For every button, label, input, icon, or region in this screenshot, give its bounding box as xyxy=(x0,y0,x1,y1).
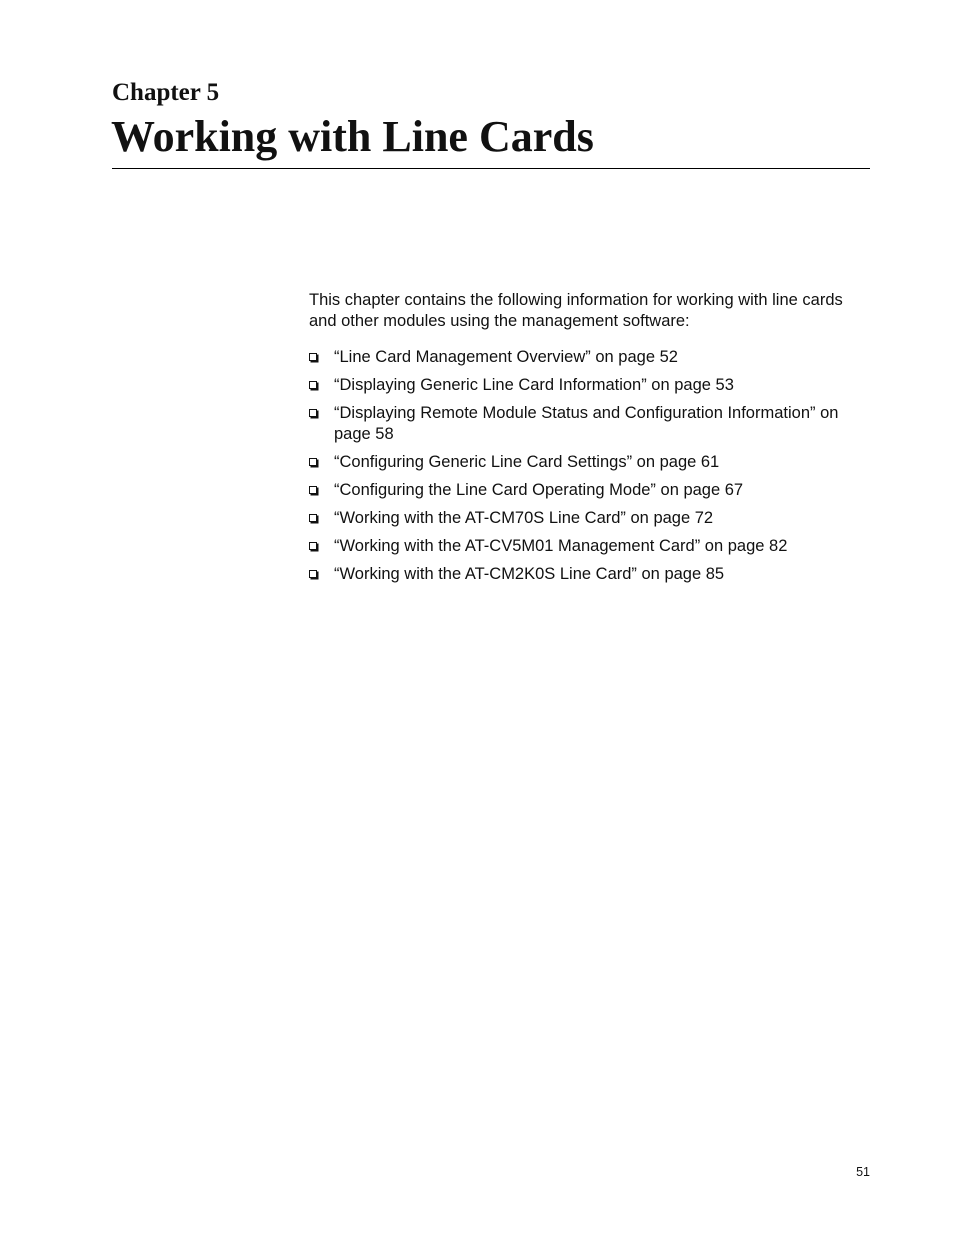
list-item xyxy=(309,403,874,444)
toc-link-at-cm70s-line-card[interactable]: “Working with the AT-CM70S Line Card” on page 72 xyxy=(334,508,714,527)
checkbox-bullet-icon xyxy=(309,353,317,361)
checkbox-bullet-icon xyxy=(309,570,317,578)
checkbox-bullet-icon xyxy=(309,458,317,466)
checkbox-bullet-icon xyxy=(309,514,317,522)
toc-link-at-cv5m01-management-card[interactable]: “Working with the AT-CV5M01 Management Card” on page 82 xyxy=(334,536,788,555)
list-item xyxy=(309,347,874,368)
toc-link-displaying-generic-line-card-information[interactable]: “Displaying Generic Line Card Information” on page 53 xyxy=(334,376,734,394)
toc-link-at-cm2k0s-line-card[interactable]: “Working with the AT-CM2K0S Line Card” on page 85 xyxy=(334,564,725,583)
checkbox-bullet-icon xyxy=(309,486,317,494)
page-number: 51 xyxy=(856,1165,870,1179)
list-item xyxy=(309,375,874,396)
toc-link-configuring-line-card-operating-mode[interactable]: “Configuring the Line Card Operating Mode” on page 67 xyxy=(334,480,744,499)
checkbox-bullet-icon xyxy=(309,542,317,550)
toc-link-line-card-management-overview[interactable]: “Line Card Management Overview” on page 52 xyxy=(334,348,678,366)
intro-paragraph: This chapter contains the following information for working with line cards and other modules using the management software: xyxy=(309,291,843,330)
list-item xyxy=(309,508,874,529)
toc-link-configuring-generic-line-card-settings[interactable]: “Configuring Generic Line Card Settings” on page 61 xyxy=(334,452,720,471)
toc-link-displaying-remote-module-status[interactable]: “Displaying Remote Module Status and Configuration Information” on page 58 xyxy=(334,404,839,443)
list-item xyxy=(309,564,874,585)
chapter-contents-list xyxy=(309,347,874,592)
list-item xyxy=(309,536,874,557)
chapter-label: Chapter 5 xyxy=(112,79,220,106)
checkbox-bullet-icon xyxy=(309,409,317,417)
list-item xyxy=(309,452,874,473)
list-item xyxy=(309,480,874,501)
chapter-title: Working with Line Cards xyxy=(111,112,594,161)
checkbox-bullet-icon xyxy=(309,381,317,389)
title-divider xyxy=(112,168,870,169)
